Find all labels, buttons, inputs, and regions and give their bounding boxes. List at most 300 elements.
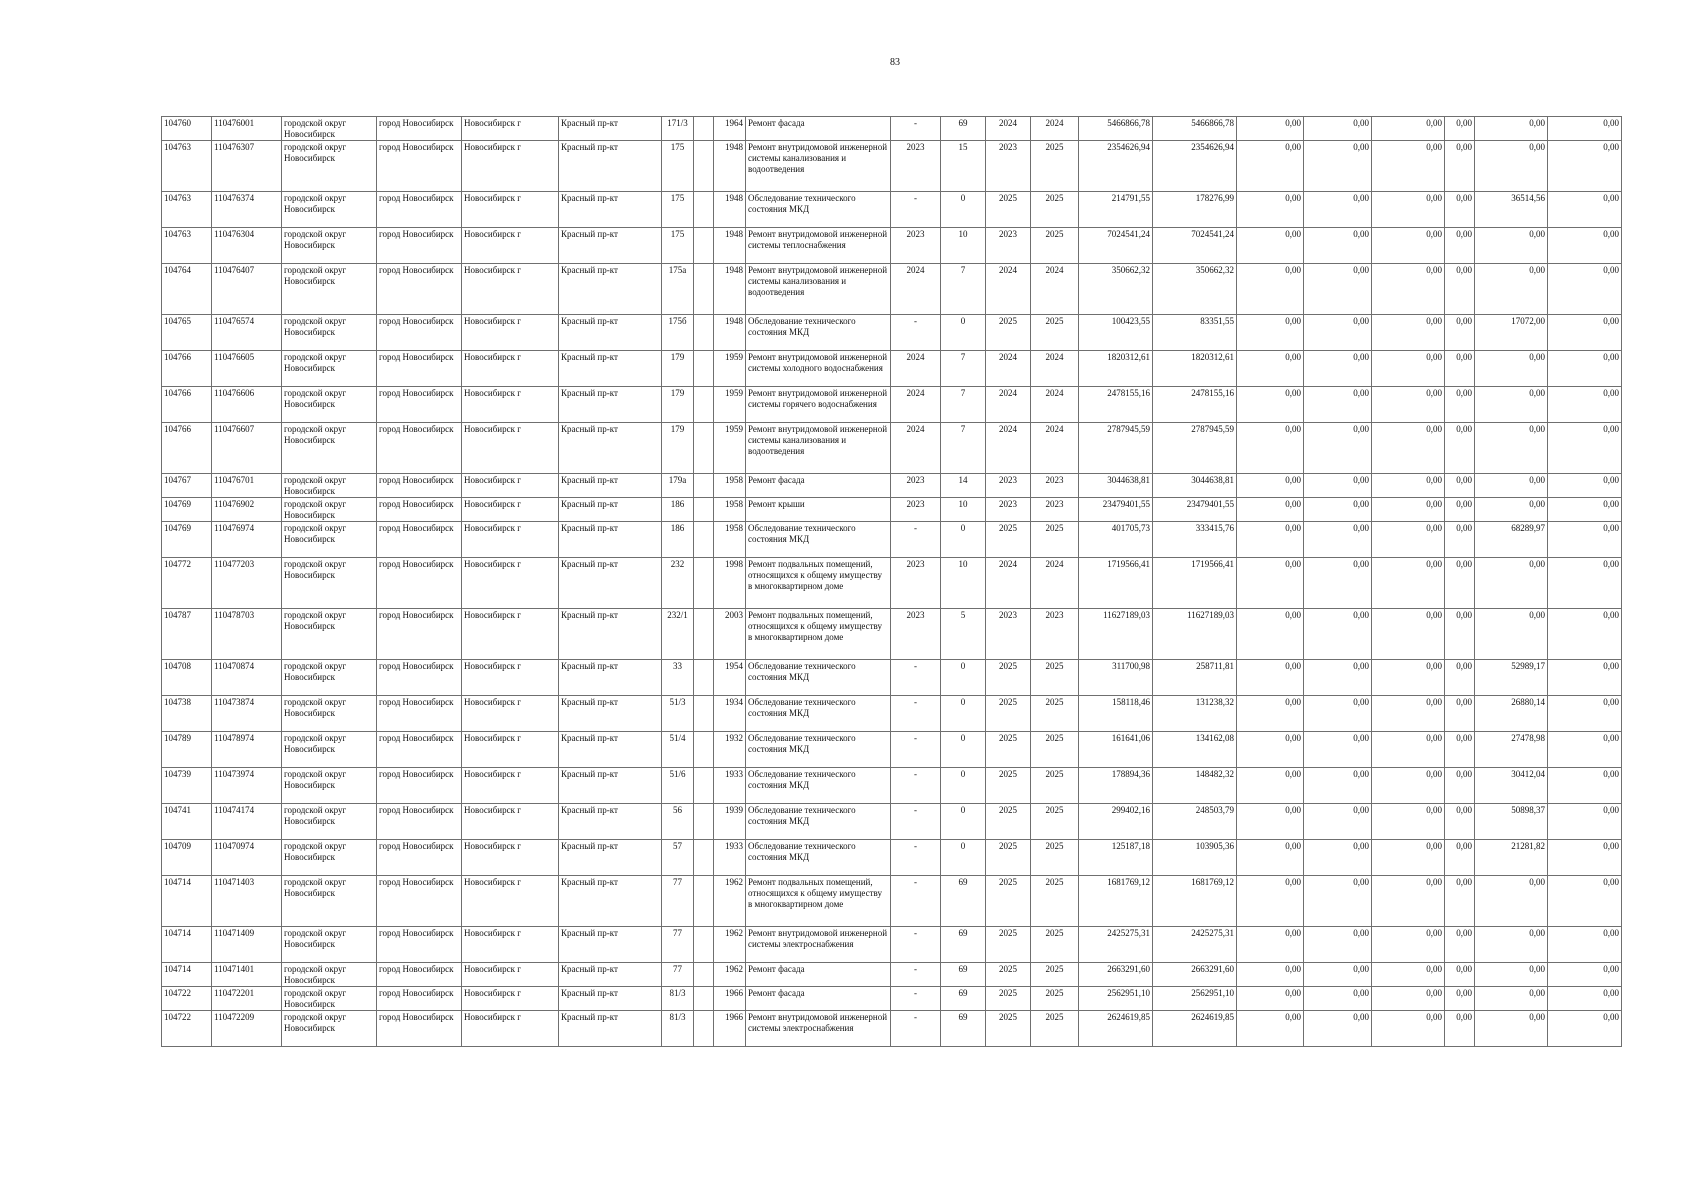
cell-building: [694, 192, 714, 228]
cell-id: 104738: [162, 696, 212, 732]
cell-house: 186: [662, 522, 694, 558]
cell-fund-cost: 178276,99: [1153, 192, 1237, 228]
cell-city: Новосибирск г: [462, 558, 559, 609]
cell-settlement: город Новосибирск: [377, 1011, 462, 1047]
cell-municipality: городской округ Новосибирск: [282, 876, 377, 927]
cell-term: 10: [941, 228, 986, 264]
cell-code: 110474174: [212, 804, 282, 840]
table-row: [162, 804, 1622, 840]
cell-other: 0,00: [1445, 117, 1475, 141]
cell-term: 10: [941, 558, 986, 609]
cell-street: Красный пр-кт: [559, 987, 662, 1011]
cell-planned-year: -: [891, 804, 941, 840]
cell-end-year: 2025: [1031, 141, 1079, 192]
cell-municipality: городской округ Новосибирск: [282, 768, 377, 804]
cell-budget-regional: 0,00: [1304, 732, 1372, 768]
cell-survey-cost: 52989,17: [1475, 660, 1548, 696]
table-row: [162, 963, 1622, 987]
cell-start-year: 2025: [986, 522, 1031, 558]
cell-other: 0,00: [1445, 609, 1475, 660]
cell-end-year: 2025: [1031, 522, 1079, 558]
cell-city: Новосибирск г: [462, 192, 559, 228]
table-row: [162, 264, 1622, 315]
cell-total-cost: 299402,16: [1079, 804, 1153, 840]
cell-code: 110471409: [212, 927, 282, 963]
cell-code: 110471401: [212, 963, 282, 987]
cell-end-year: 2025: [1031, 315, 1079, 351]
cell-budget-federal: 0,00: [1237, 609, 1304, 660]
cell-work-type: Ремонт внутридомовой инженерной системы горячего водоснабжения: [746, 387, 891, 423]
cell-extra: 0,00: [1548, 696, 1622, 732]
cell-building: [694, 141, 714, 192]
cell-end-year: 2025: [1031, 1011, 1079, 1047]
cell-id: 104769: [162, 498, 212, 522]
cell-budget-local: 0,00: [1372, 498, 1445, 522]
cell-street: Красный пр-кт: [559, 387, 662, 423]
cell-settlement: город Новосибирск: [377, 315, 462, 351]
cell-other: 0,00: [1445, 1011, 1475, 1047]
cell-fund-cost: 248503,79: [1153, 804, 1237, 840]
cell-year: 1964: [714, 117, 746, 141]
cell-end-year: 2025: [1031, 804, 1079, 840]
cell-work-type: Ремонт внутридомовой инженерной системы электроснабжения: [746, 1011, 891, 1047]
cell-code: 110476407: [212, 264, 282, 315]
cell-budget-regional: 0,00: [1304, 963, 1372, 987]
cell-start-year: 2025: [986, 927, 1031, 963]
cell-total-cost: 158118,46: [1079, 696, 1153, 732]
cell-budget-local: 0,00: [1372, 768, 1445, 804]
cell-end-year: 2024: [1031, 558, 1079, 609]
cell-city: Новосибирск г: [462, 522, 559, 558]
cell-id: 104722: [162, 987, 212, 1011]
cell-budget-regional: 0,00: [1304, 387, 1372, 423]
cell-street: Красный пр-кт: [559, 192, 662, 228]
cell-city: Новосибирск г: [462, 474, 559, 498]
cell-budget-local: 0,00: [1372, 141, 1445, 192]
cell-end-year: 2025: [1031, 963, 1079, 987]
cell-term: 7: [941, 423, 986, 474]
cell-building: [694, 315, 714, 351]
cell-term: 5: [941, 609, 986, 660]
cell-city: Новосибирск г: [462, 804, 559, 840]
cell-year: 1933: [714, 768, 746, 804]
cell-budget-local: 0,00: [1372, 876, 1445, 927]
cell-code: 110478703: [212, 609, 282, 660]
cell-fund-cost: 3044638,81: [1153, 474, 1237, 498]
cell-total-cost: 1820312,61: [1079, 351, 1153, 387]
cell-municipality: городской округ Новосибирск: [282, 423, 377, 474]
cell-survey-cost: 0,00: [1475, 1011, 1548, 1047]
cell-street: Красный пр-кт: [559, 768, 662, 804]
cell-survey-cost: 0,00: [1475, 876, 1548, 927]
cell-budget-local: 0,00: [1372, 228, 1445, 264]
cell-survey-cost: 0,00: [1475, 498, 1548, 522]
cell-planned-year: -: [891, 660, 941, 696]
cell-budget-regional: 0,00: [1304, 660, 1372, 696]
cell-start-year: 2023: [986, 474, 1031, 498]
cell-other: 0,00: [1445, 876, 1475, 927]
cell-year: 1962: [714, 876, 746, 927]
cell-end-year: 2025: [1031, 987, 1079, 1011]
cell-budget-federal: 0,00: [1237, 660, 1304, 696]
cell-survey-cost: 27478,98: [1475, 732, 1548, 768]
cell-fund-cost: 148482,32: [1153, 768, 1237, 804]
table-row: [162, 927, 1622, 963]
cell-total-cost: 11627189,03: [1079, 609, 1153, 660]
cell-planned-year: 2023: [891, 609, 941, 660]
cell-budget-local: 0,00: [1372, 522, 1445, 558]
table-row: [162, 840, 1622, 876]
cell-work-type: Ремонт крыши: [746, 498, 891, 522]
cell-city: Новосибирск г: [462, 351, 559, 387]
cell-budget-federal: 0,00: [1237, 351, 1304, 387]
cell-id: 104714: [162, 927, 212, 963]
cell-budget-regional: 0,00: [1304, 141, 1372, 192]
cell-term: 69: [941, 987, 986, 1011]
cell-end-year: 2025: [1031, 768, 1079, 804]
cell-year: 1998: [714, 558, 746, 609]
cell-house: 171/3: [662, 117, 694, 141]
cell-city: Новосибирск г: [462, 117, 559, 141]
cell-survey-cost: 0,00: [1475, 987, 1548, 1011]
registry-sheet: [161, 116, 1622, 1047]
cell-budget-local: 0,00: [1372, 732, 1445, 768]
cell-id: 104764: [162, 264, 212, 315]
cell-survey-cost: 0,00: [1475, 423, 1548, 474]
cell-total-cost: 1681769,12: [1079, 876, 1153, 927]
cell-start-year: 2023: [986, 141, 1031, 192]
cell-start-year: 2024: [986, 387, 1031, 423]
cell-year: 1948: [714, 192, 746, 228]
cell-municipality: городской округ Новосибирск: [282, 558, 377, 609]
cell-work-type: Ремонт подвальных помещений, относящихся к общему имуществу в многоквартирном доме: [746, 609, 891, 660]
cell-municipality: городской округ Новосибирск: [282, 351, 377, 387]
cell-budget-local: 0,00: [1372, 804, 1445, 840]
cell-fund-cost: 258711,81: [1153, 660, 1237, 696]
cell-building: [694, 696, 714, 732]
cell-total-cost: 2787945,59: [1079, 423, 1153, 474]
cell-term: 0: [941, 840, 986, 876]
cell-settlement: город Новосибирск: [377, 840, 462, 876]
cell-work-type: Ремонт подвальных помещений, относящихся к общему имуществу в многоквартирном доме: [746, 876, 891, 927]
cell-city: Новосибирск г: [462, 927, 559, 963]
cell-city: Новосибирск г: [462, 963, 559, 987]
cell-survey-cost: 0,00: [1475, 474, 1548, 498]
cell-other: 0,00: [1445, 987, 1475, 1011]
cell-year: 1934: [714, 696, 746, 732]
cell-planned-year: -: [891, 192, 941, 228]
cell-planned-year: 2024: [891, 351, 941, 387]
cell-budget-local: 0,00: [1372, 840, 1445, 876]
cell-budget-local: 0,00: [1372, 192, 1445, 228]
cell-budget-local: 0,00: [1372, 423, 1445, 474]
cell-code: 110473974: [212, 768, 282, 804]
table-row: [162, 876, 1622, 927]
cell-total-cost: 100423,55: [1079, 315, 1153, 351]
cell-id: 104766: [162, 387, 212, 423]
cell-budget-local: 0,00: [1372, 387, 1445, 423]
cell-other: 0,00: [1445, 963, 1475, 987]
cell-work-type: Обследование технического состояния МКД: [746, 732, 891, 768]
cell-term: 0: [941, 696, 986, 732]
cell-municipality: городской округ Новосибирск: [282, 963, 377, 987]
cell-planned-year: -: [891, 1011, 941, 1047]
cell-survey-cost: 0,00: [1475, 351, 1548, 387]
cell-other: 0,00: [1445, 768, 1475, 804]
cell-id: 104766: [162, 351, 212, 387]
cell-fund-cost: 103905,36: [1153, 840, 1237, 876]
cell-end-year: 2024: [1031, 117, 1079, 141]
cell-planned-year: -: [891, 840, 941, 876]
cell-budget-local: 0,00: [1372, 963, 1445, 987]
table-row: [162, 558, 1622, 609]
cell-planned-year: -: [891, 522, 941, 558]
cell-building: [694, 264, 714, 315]
cell-term: 15: [941, 141, 986, 192]
cell-extra: 0,00: [1548, 876, 1622, 927]
cell-survey-cost: 0,00: [1475, 117, 1548, 141]
cell-work-type: Обследование технического состояния МКД: [746, 696, 891, 732]
cell-budget-federal: 0,00: [1237, 927, 1304, 963]
cell-budget-local: 0,00: [1372, 927, 1445, 963]
cell-budget-local: 0,00: [1372, 474, 1445, 498]
table-row: [162, 117, 1622, 141]
cell-survey-cost: 0,00: [1475, 387, 1548, 423]
cell-municipality: городской округ Новосибирск: [282, 498, 377, 522]
cell-street: Красный пр-кт: [559, 264, 662, 315]
table-row: [162, 732, 1622, 768]
cell-end-year: 2025: [1031, 927, 1079, 963]
cell-building: [694, 423, 714, 474]
cell-code: 110476607: [212, 423, 282, 474]
cell-settlement: город Новосибирск: [377, 732, 462, 768]
cell-street: Красный пр-кт: [559, 609, 662, 660]
cell-total-cost: 5466866,78: [1079, 117, 1153, 141]
cell-survey-cost: 50898,37: [1475, 804, 1548, 840]
cell-street: Красный пр-кт: [559, 876, 662, 927]
cell-survey-cost: 0,00: [1475, 927, 1548, 963]
cell-code: 110471403: [212, 876, 282, 927]
cell-street: Красный пр-кт: [559, 474, 662, 498]
cell-municipality: городской округ Новосибирск: [282, 387, 377, 423]
cell-end-year: 2025: [1031, 660, 1079, 696]
cell-other: 0,00: [1445, 192, 1475, 228]
table-row: [162, 192, 1622, 228]
cell-house: 186: [662, 498, 694, 522]
cell-other: 0,00: [1445, 387, 1475, 423]
cell-extra: 0,00: [1548, 804, 1622, 840]
cell-planned-year: -: [891, 117, 941, 141]
cell-budget-regional: 0,00: [1304, 1011, 1372, 1047]
cell-other: 0,00: [1445, 315, 1475, 351]
cell-code: 110478974: [212, 732, 282, 768]
cell-total-cost: 2663291,60: [1079, 963, 1153, 987]
cell-code: 110476001: [212, 117, 282, 141]
table-row: [162, 696, 1622, 732]
cell-municipality: городской округ Новосибирск: [282, 192, 377, 228]
cell-city: Новосибирск г: [462, 264, 559, 315]
cell-total-cost: 125187,18: [1079, 840, 1153, 876]
cell-term: 0: [941, 804, 986, 840]
cell-street: Красный пр-кт: [559, 696, 662, 732]
table-row: [162, 522, 1622, 558]
cell-budget-regional: 0,00: [1304, 117, 1372, 141]
cell-work-type: Ремонт фасада: [746, 963, 891, 987]
cell-term: 69: [941, 927, 986, 963]
cell-id: 104739: [162, 768, 212, 804]
cell-municipality: городской округ Новосибирск: [282, 474, 377, 498]
cell-settlement: город Новосибирск: [377, 498, 462, 522]
cell-street: Красный пр-кт: [559, 498, 662, 522]
cell-city: Новосибирск г: [462, 423, 559, 474]
cell-survey-cost: 26880,14: [1475, 696, 1548, 732]
cell-building: [694, 963, 714, 987]
cell-settlement: город Новосибирск: [377, 351, 462, 387]
cell-fund-cost: 11627189,03: [1153, 609, 1237, 660]
cell-other: 0,00: [1445, 696, 1475, 732]
cell-extra: 0,00: [1548, 474, 1622, 498]
cell-settlement: город Новосибирск: [377, 660, 462, 696]
cell-term: 0: [941, 768, 986, 804]
cell-end-year: 2025: [1031, 696, 1079, 732]
cell-start-year: 2024: [986, 558, 1031, 609]
cell-start-year: 2023: [986, 609, 1031, 660]
cell-id: 104714: [162, 963, 212, 987]
cell-building: [694, 609, 714, 660]
cell-other: 0,00: [1445, 732, 1475, 768]
cell-house: 175: [662, 192, 694, 228]
cell-code: 110476574: [212, 315, 282, 351]
cell-year: 1954: [714, 660, 746, 696]
cell-budget-federal: 0,00: [1237, 1011, 1304, 1047]
cell-total-cost: 2478155,16: [1079, 387, 1153, 423]
cell-code: 110472209: [212, 1011, 282, 1047]
cell-budget-regional: 0,00: [1304, 987, 1372, 1011]
table-row: [162, 609, 1622, 660]
cell-total-cost: 7024541,24: [1079, 228, 1153, 264]
cell-work-type: Ремонт подвальных помещений, относящихся к общему имуществу в многоквартирном доме: [746, 558, 891, 609]
cell-id: 104760: [162, 117, 212, 141]
cell-municipality: городской округ Новосибирск: [282, 117, 377, 141]
cell-code: 110477203: [212, 558, 282, 609]
cell-term: 0: [941, 192, 986, 228]
cell-extra: 0,00: [1548, 264, 1622, 315]
cell-house: 81/3: [662, 1011, 694, 1047]
cell-total-cost: 178894,36: [1079, 768, 1153, 804]
cell-other: 0,00: [1445, 474, 1475, 498]
cell-fund-cost: 2354626,94: [1153, 141, 1237, 192]
cell-city: Новосибирск г: [462, 1011, 559, 1047]
cell-extra: 0,00: [1548, 228, 1622, 264]
cell-total-cost: 23479401,55: [1079, 498, 1153, 522]
cell-city: Новосибирск г: [462, 315, 559, 351]
cell-settlement: город Новосибирск: [377, 963, 462, 987]
cell-settlement: город Новосибирск: [377, 696, 462, 732]
cell-budget-regional: 0,00: [1304, 696, 1372, 732]
cell-budget-federal: 0,00: [1237, 264, 1304, 315]
cell-budget-local: 0,00: [1372, 264, 1445, 315]
cell-city: Новосибирск г: [462, 141, 559, 192]
cell-id: 104787: [162, 609, 212, 660]
cell-planned-year: 2024: [891, 264, 941, 315]
cell-budget-local: 0,00: [1372, 987, 1445, 1011]
cell-code: 110476701: [212, 474, 282, 498]
cell-house: 77: [662, 927, 694, 963]
cell-house: 33: [662, 660, 694, 696]
cell-end-year: 2025: [1031, 732, 1079, 768]
cell-code: 110476605: [212, 351, 282, 387]
cell-term: 0: [941, 660, 986, 696]
cell-city: Новосибирск г: [462, 768, 559, 804]
cell-street: Красный пр-кт: [559, 351, 662, 387]
cell-end-year: 2023: [1031, 498, 1079, 522]
cell-id: 104741: [162, 804, 212, 840]
cell-start-year: 2025: [986, 732, 1031, 768]
cell-end-year: 2024: [1031, 423, 1079, 474]
cell-budget-federal: 0,00: [1237, 987, 1304, 1011]
cell-city: Новосибирск г: [462, 696, 559, 732]
cell-extra: 0,00: [1548, 927, 1622, 963]
cell-end-year: 2025: [1031, 840, 1079, 876]
cell-budget-local: 0,00: [1372, 315, 1445, 351]
cell-end-year: 2025: [1031, 876, 1079, 927]
cell-street: Красный пр-кт: [559, 522, 662, 558]
cell-extra: 0,00: [1548, 192, 1622, 228]
cell-term: 69: [941, 1011, 986, 1047]
cell-planned-year: 2023: [891, 228, 941, 264]
cell-id: 104708: [162, 660, 212, 696]
cell-planned-year: -: [891, 963, 941, 987]
cell-extra: 0,00: [1548, 117, 1622, 141]
cell-work-type: Обследование технического состояния МКД: [746, 192, 891, 228]
cell-building: [694, 768, 714, 804]
cell-settlement: город Новосибирск: [377, 192, 462, 228]
cell-budget-regional: 0,00: [1304, 609, 1372, 660]
cell-budget-regional: 0,00: [1304, 876, 1372, 927]
cell-budget-regional: 0,00: [1304, 522, 1372, 558]
cell-code: 110476374: [212, 192, 282, 228]
cell-house: 179: [662, 423, 694, 474]
cell-budget-federal: 0,00: [1237, 558, 1304, 609]
cell-budget-federal: 0,00: [1237, 423, 1304, 474]
cell-code: 110470974: [212, 840, 282, 876]
cell-work-type: Ремонт фасада: [746, 117, 891, 141]
cell-building: [694, 987, 714, 1011]
cell-municipality: городской округ Новосибирск: [282, 228, 377, 264]
cell-work-type: Обследование технического состояния МКД: [746, 768, 891, 804]
cell-end-year: 2024: [1031, 264, 1079, 315]
cell-budget-federal: 0,00: [1237, 963, 1304, 987]
cell-extra: 0,00: [1548, 387, 1622, 423]
cell-extra: 0,00: [1548, 660, 1622, 696]
cell-building: [694, 558, 714, 609]
cell-year: 1959: [714, 423, 746, 474]
cell-building: [694, 876, 714, 927]
cell-term: 69: [941, 876, 986, 927]
cell-extra: 0,00: [1548, 840, 1622, 876]
cell-extra: 0,00: [1548, 609, 1622, 660]
cell-municipality: городской округ Новосибирск: [282, 141, 377, 192]
cell-other: 0,00: [1445, 423, 1475, 474]
cell-start-year: 2024: [986, 264, 1031, 315]
cell-extra: 0,00: [1548, 423, 1622, 474]
cell-year: 1958: [714, 474, 746, 498]
cell-extra: 0,00: [1548, 768, 1622, 804]
cell-house: 179а: [662, 474, 694, 498]
cell-municipality: городской округ Новосибирск: [282, 660, 377, 696]
cell-municipality: городской округ Новосибирск: [282, 1011, 377, 1047]
cell-budget-federal: 0,00: [1237, 498, 1304, 522]
